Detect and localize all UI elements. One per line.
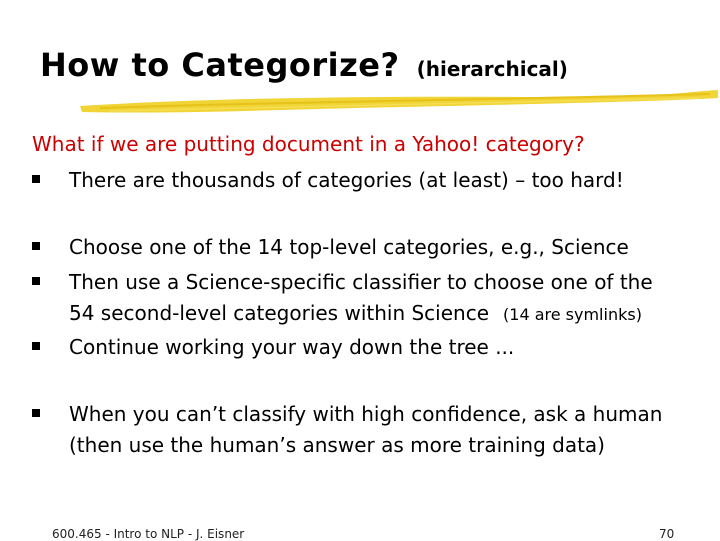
page-number: 70 bbox=[659, 527, 675, 541]
square-bullet-icon bbox=[32, 242, 40, 250]
slide-title bbox=[40, 46, 568, 84]
bullet-text: There are thousands of categories (at least) – too hard! bbox=[69, 168, 624, 192]
title-main: How to Categorize? bbox=[40, 46, 400, 84]
bullet-text-continued: (then use the human’s answer as more training data) bbox=[69, 433, 605, 457]
title-subtitle: (hierarchical) bbox=[416, 57, 568, 81]
bullet-text-continued bbox=[69, 298, 642, 330]
bullet-text: Choose one of the 14 top-level categories, e.g., Science bbox=[69, 235, 629, 259]
bullet-text: Then use a Science-specific classifier to choose one of the bbox=[69, 270, 653, 294]
bullet-text: Continue working your way down the tree ... bbox=[69, 335, 515, 359]
symlinks-note: (14 are symlinks) bbox=[503, 305, 642, 324]
title-underline-brushstroke bbox=[70, 88, 720, 118]
bullet-text: 54 second-level categories within Science bbox=[69, 301, 490, 325]
square-bullet-icon bbox=[32, 175, 40, 183]
intro-question: What if we are putting document in a Yahoo! category? bbox=[32, 132, 585, 156]
square-bullet-icon bbox=[32, 277, 40, 285]
bullet-text: When you can’t classify with high confidence, ask a human bbox=[69, 402, 663, 426]
footer-course-credit: 600.465 - Intro to NLP - J. Eisner bbox=[52, 527, 245, 541]
square-bullet-icon bbox=[32, 342, 40, 350]
square-bullet-icon bbox=[32, 409, 40, 417]
